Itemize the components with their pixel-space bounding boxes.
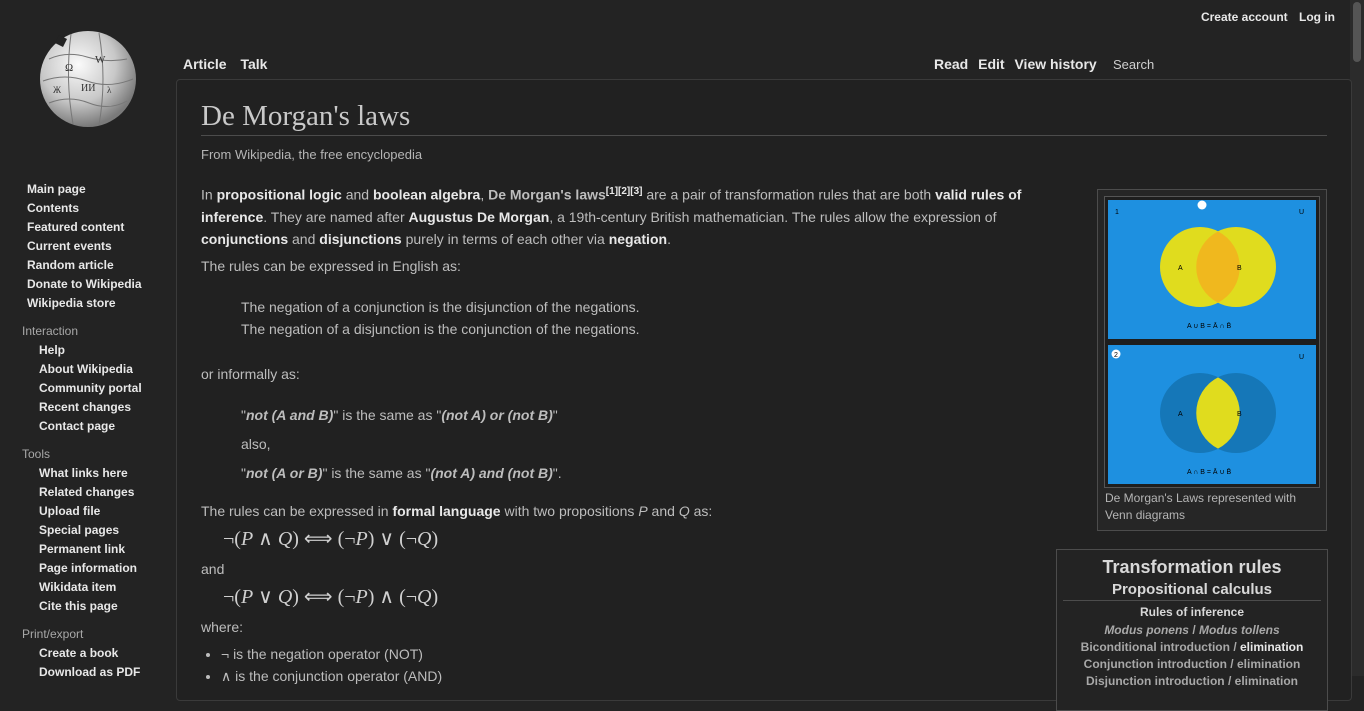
venn-2-label-b: B: [1237, 411, 1242, 418]
text: are a pair of transformation rules that are both: [642, 186, 936, 203]
var: Q: [678, 503, 690, 519]
sym: ∧: [253, 528, 278, 550]
emphasis: (not A) and (not B): [430, 465, 553, 481]
sidebar-item-main-page[interactable]: Main page: [27, 182, 86, 196]
var: P: [240, 528, 254, 550]
sidebar-item-current-events[interactable]: Current events: [27, 239, 112, 253]
sidebar-heading-interaction[interactable]: Interaction: [22, 324, 79, 338]
rules-box-subtitle[interactable]: Propositional calculus: [1063, 581, 1321, 601]
sidebar-item-help[interactable]: Help: [39, 343, 66, 357]
rule-row: [1057, 656, 1327, 673]
tab-article[interactable]: Article: [183, 56, 227, 72]
sidebar-item-upload-file[interactable]: Upload file: [39, 504, 101, 518]
text: with two propositions: [500, 503, 639, 519]
venn-figure: [1097, 189, 1327, 531]
sym: ): [431, 528, 439, 550]
rule-link[interactable]: Modus ponens: [1104, 623, 1189, 637]
sidebar-navigation: [0, 180, 170, 682]
personal-tools: [1193, 10, 1335, 24]
namespace-tabs: [183, 56, 277, 72]
article-content: [176, 79, 1352, 701]
quote-line: The negation of a disjunction is the conjunction of the negations.: [241, 321, 640, 337]
informal-line: [241, 465, 562, 481]
sidebar-item-wikidata-item[interactable]: Wikidata item: [39, 580, 117, 594]
venn-1-label-a: A: [1178, 265, 1183, 272]
text: , a 19th-century British mathematician. The rules allow the expression of: [549, 208, 997, 225]
sym: ) ∧ (¬: [367, 586, 418, 608]
venn-2-label-a: A: [1178, 411, 1183, 418]
sidebar-item-create-book[interactable]: Create a book: [39, 646, 119, 660]
search-input[interactable]: [1109, 50, 1347, 78]
english-paragraph: The rules can be expressed in English as:: [201, 258, 461, 274]
sidebar-item-special-pages[interactable]: Special pages: [39, 523, 120, 537]
rule-link[interactable]: elimination: [1236, 657, 1301, 671]
text: ": [241, 465, 246, 481]
rule-row: [1057, 622, 1327, 639]
formal-paragraph: [201, 500, 1067, 522]
link-conjunctions[interactable]: conjunctions: [201, 230, 289, 247]
link-formal-language[interactable]: formal language: [392, 503, 501, 519]
sidebar-item-download-pdf[interactable]: Download as PDF: [39, 665, 141, 679]
text: and: [341, 186, 373, 203]
sidebar-item-permanent-link[interactable]: Permanent link: [39, 542, 126, 556]
text: . They are named after: [263, 208, 409, 225]
svg-text:ИИ: ИИ: [81, 83, 96, 94]
sidebar-item-contents[interactable]: Contents: [27, 201, 79, 215]
venn-diagrams-svg: [1105, 197, 1319, 487]
text: ": [552, 407, 558, 423]
link-disjunctions[interactable]: disjunctions: [319, 230, 402, 247]
sidebar-item-about[interactable]: About Wikipedia: [39, 362, 133, 376]
page-title: De Morgan's laws: [201, 100, 1327, 136]
sidebar-item-featured-content[interactable]: Featured content: [27, 220, 125, 234]
tab-read[interactable]: Read: [934, 56, 969, 72]
link-negation[interactable]: negation: [608, 230, 668, 247]
sidebar-interaction-links: [0, 341, 170, 436]
rule-link[interactable]: elimination: [1234, 674, 1298, 688]
separator: /: [1229, 640, 1240, 654]
tab-view-history[interactable]: View history: [1014, 56, 1097, 72]
venn-1-formula: A ∪ B = Ā ∩ B̄: [1187, 323, 1232, 330]
sym: ): [431, 586, 439, 608]
sidebar-item-community-portal[interactable]: Community portal: [39, 381, 142, 395]
rule-link[interactable]: Modus tollens: [1199, 623, 1280, 637]
text: and: [647, 503, 679, 519]
sidebar-item-related-changes[interactable]: Related changes: [39, 485, 135, 499]
text: In: [201, 186, 217, 203]
venn-diagram-image[interactable]: [1104, 196, 1320, 488]
var: P: [638, 503, 648, 519]
sidebar-main-links: [0, 180, 170, 313]
var: P: [355, 528, 368, 550]
var: P: [355, 586, 368, 608]
sidebar-tools-links: [0, 464, 170, 616]
tab-edit[interactable]: Edit: [978, 56, 1005, 72]
var: Q: [277, 586, 293, 608]
sym: ¬(: [223, 586, 241, 608]
var: Q: [417, 528, 432, 550]
sidebar-item-store[interactable]: Wikipedia store: [27, 296, 116, 310]
svg-text:Ω: Ω: [65, 62, 74, 74]
sym: ∨: [253, 586, 278, 608]
emphasis: not (A and B): [245, 407, 334, 423]
rules-inference-heading[interactable]: Rules of inference: [1139, 605, 1245, 619]
separator: /: [1188, 623, 1199, 637]
link-boolean-algebra[interactable]: boolean algebra: [372, 186, 481, 203]
sym: ¬(: [223, 528, 241, 550]
list-item: • ∧ is the conjunction operator (AND): [221, 665, 442, 687]
sidebar-item-donate[interactable]: Donate to Wikipedia: [27, 277, 142, 291]
venn-2-universe: U: [1299, 354, 1305, 361]
reference-links[interactable]: [1][2][3]: [605, 186, 643, 197]
tab-talk[interactable]: Talk: [240, 56, 268, 72]
svg-text:Ж: Ж: [53, 85, 62, 95]
text: The rules can be expressed in: [201, 503, 393, 519]
and-line: and: [201, 561, 225, 577]
svg-text:λ: λ: [107, 85, 112, 95]
sidebar-item-what-links-here[interactable]: What links here: [39, 466, 128, 480]
create-account-link[interactable]: Create account: [1200, 10, 1288, 24]
bold-term: De Morgan's laws: [488, 186, 606, 203]
wikipedia-globe-logo[interactable]: [37, 29, 139, 129]
where-line: where:: [201, 619, 244, 635]
emphasis: (not A) or (not B): [441, 407, 553, 423]
separator: /: [1226, 657, 1237, 671]
informal-paragraph: or informally as:: [201, 366, 300, 382]
venn-2-formula: A ∩ B = Ā ∪ B̄: [1187, 469, 1232, 476]
sidebar-item-recent-changes[interactable]: Recent changes: [39, 400, 132, 414]
figure-caption: De Morgan's Laws represented with Venn diagrams: [1105, 491, 1297, 522]
rule-row: [1057, 639, 1327, 656]
formula-2: [223, 584, 438, 609]
venn-1-label-b: B: [1237, 265, 1242, 272]
list-item: • ¬ is the negation operator (NOT): [221, 643, 442, 665]
link-augustus-de-morgan[interactable]: Augustus De Morgan: [408, 208, 550, 225]
also-line: also,: [241, 436, 271, 452]
sidebar-heading-print-export[interactable]: Print/export: [22, 627, 84, 641]
text: .: [667, 230, 671, 247]
sidebar-item-cite-this-page[interactable]: Cite this page: [39, 599, 118, 613]
page-scrollbar[interactable]: [1350, 0, 1364, 676]
link-propositional-logic[interactable]: propositional logic: [216, 186, 342, 203]
venn-2-number: 2: [1114, 352, 1118, 359]
sidebar-print-links: [0, 644, 170, 682]
sidebar-item-page-information[interactable]: Page information: [39, 561, 138, 575]
sidebar-heading-tools[interactable]: Tools: [22, 447, 51, 461]
text: ,: [480, 186, 489, 203]
sidebar-item-random-article[interactable]: Random article: [27, 258, 114, 272]
rule-link[interactable]: Conjunction introduction: [1083, 657, 1227, 671]
link-valid-rules-of-inference[interactable]: valid rules of inference: [201, 186, 1022, 225]
text: purely in terms of each other via: [401, 230, 609, 247]
text: ".: [552, 465, 562, 481]
sym: ) ∨ (¬: [367, 528, 418, 550]
formula-1: [223, 526, 438, 551]
site-tagline: From Wikipedia, the free encyclopedia: [201, 147, 423, 162]
var: Q: [277, 528, 293, 550]
intro-paragraph: [201, 181, 1067, 250]
text: as:: [689, 503, 713, 519]
sym: ) ⟺ (¬: [292, 528, 356, 550]
rules-box-title[interactable]: Transformation rules: [1102, 557, 1282, 577]
operator-list: [201, 643, 442, 687]
transformation-rules-box: [1056, 549, 1328, 711]
var: Q: [417, 586, 432, 608]
rule-link[interactable]: Disjunction introduction: [1085, 674, 1225, 688]
sidebar-item-contact-page[interactable]: Contact page: [39, 419, 116, 433]
rule-link[interactable]: Biconditional introduction: [1080, 640, 1230, 654]
text: and: [288, 230, 320, 247]
separator: /: [1224, 674, 1235, 688]
text: " is the same as ": [322, 465, 431, 481]
venn-1-number: 1: [1115, 209, 1119, 216]
informal-line: [241, 407, 558, 423]
text: ": [241, 407, 246, 423]
svg-text:W: W: [95, 54, 106, 66]
scrollbar-thumb[interactable]: [1353, 2, 1361, 62]
sym: ) ⟺ (¬: [292, 586, 356, 608]
rule-link[interactable]: elimination: [1240, 640, 1304, 654]
emphasis: not (A or B): [245, 465, 323, 481]
quote-line: The negation of a conjunction is the disjunction of the negations.: [241, 299, 640, 315]
venn-1-universe: U: [1299, 209, 1305, 216]
var: P: [240, 586, 254, 608]
view-tabs: [934, 56, 1103, 72]
log-in-link[interactable]: Log in: [1299, 10, 1335, 24]
text: " is the same as ": [333, 407, 442, 423]
